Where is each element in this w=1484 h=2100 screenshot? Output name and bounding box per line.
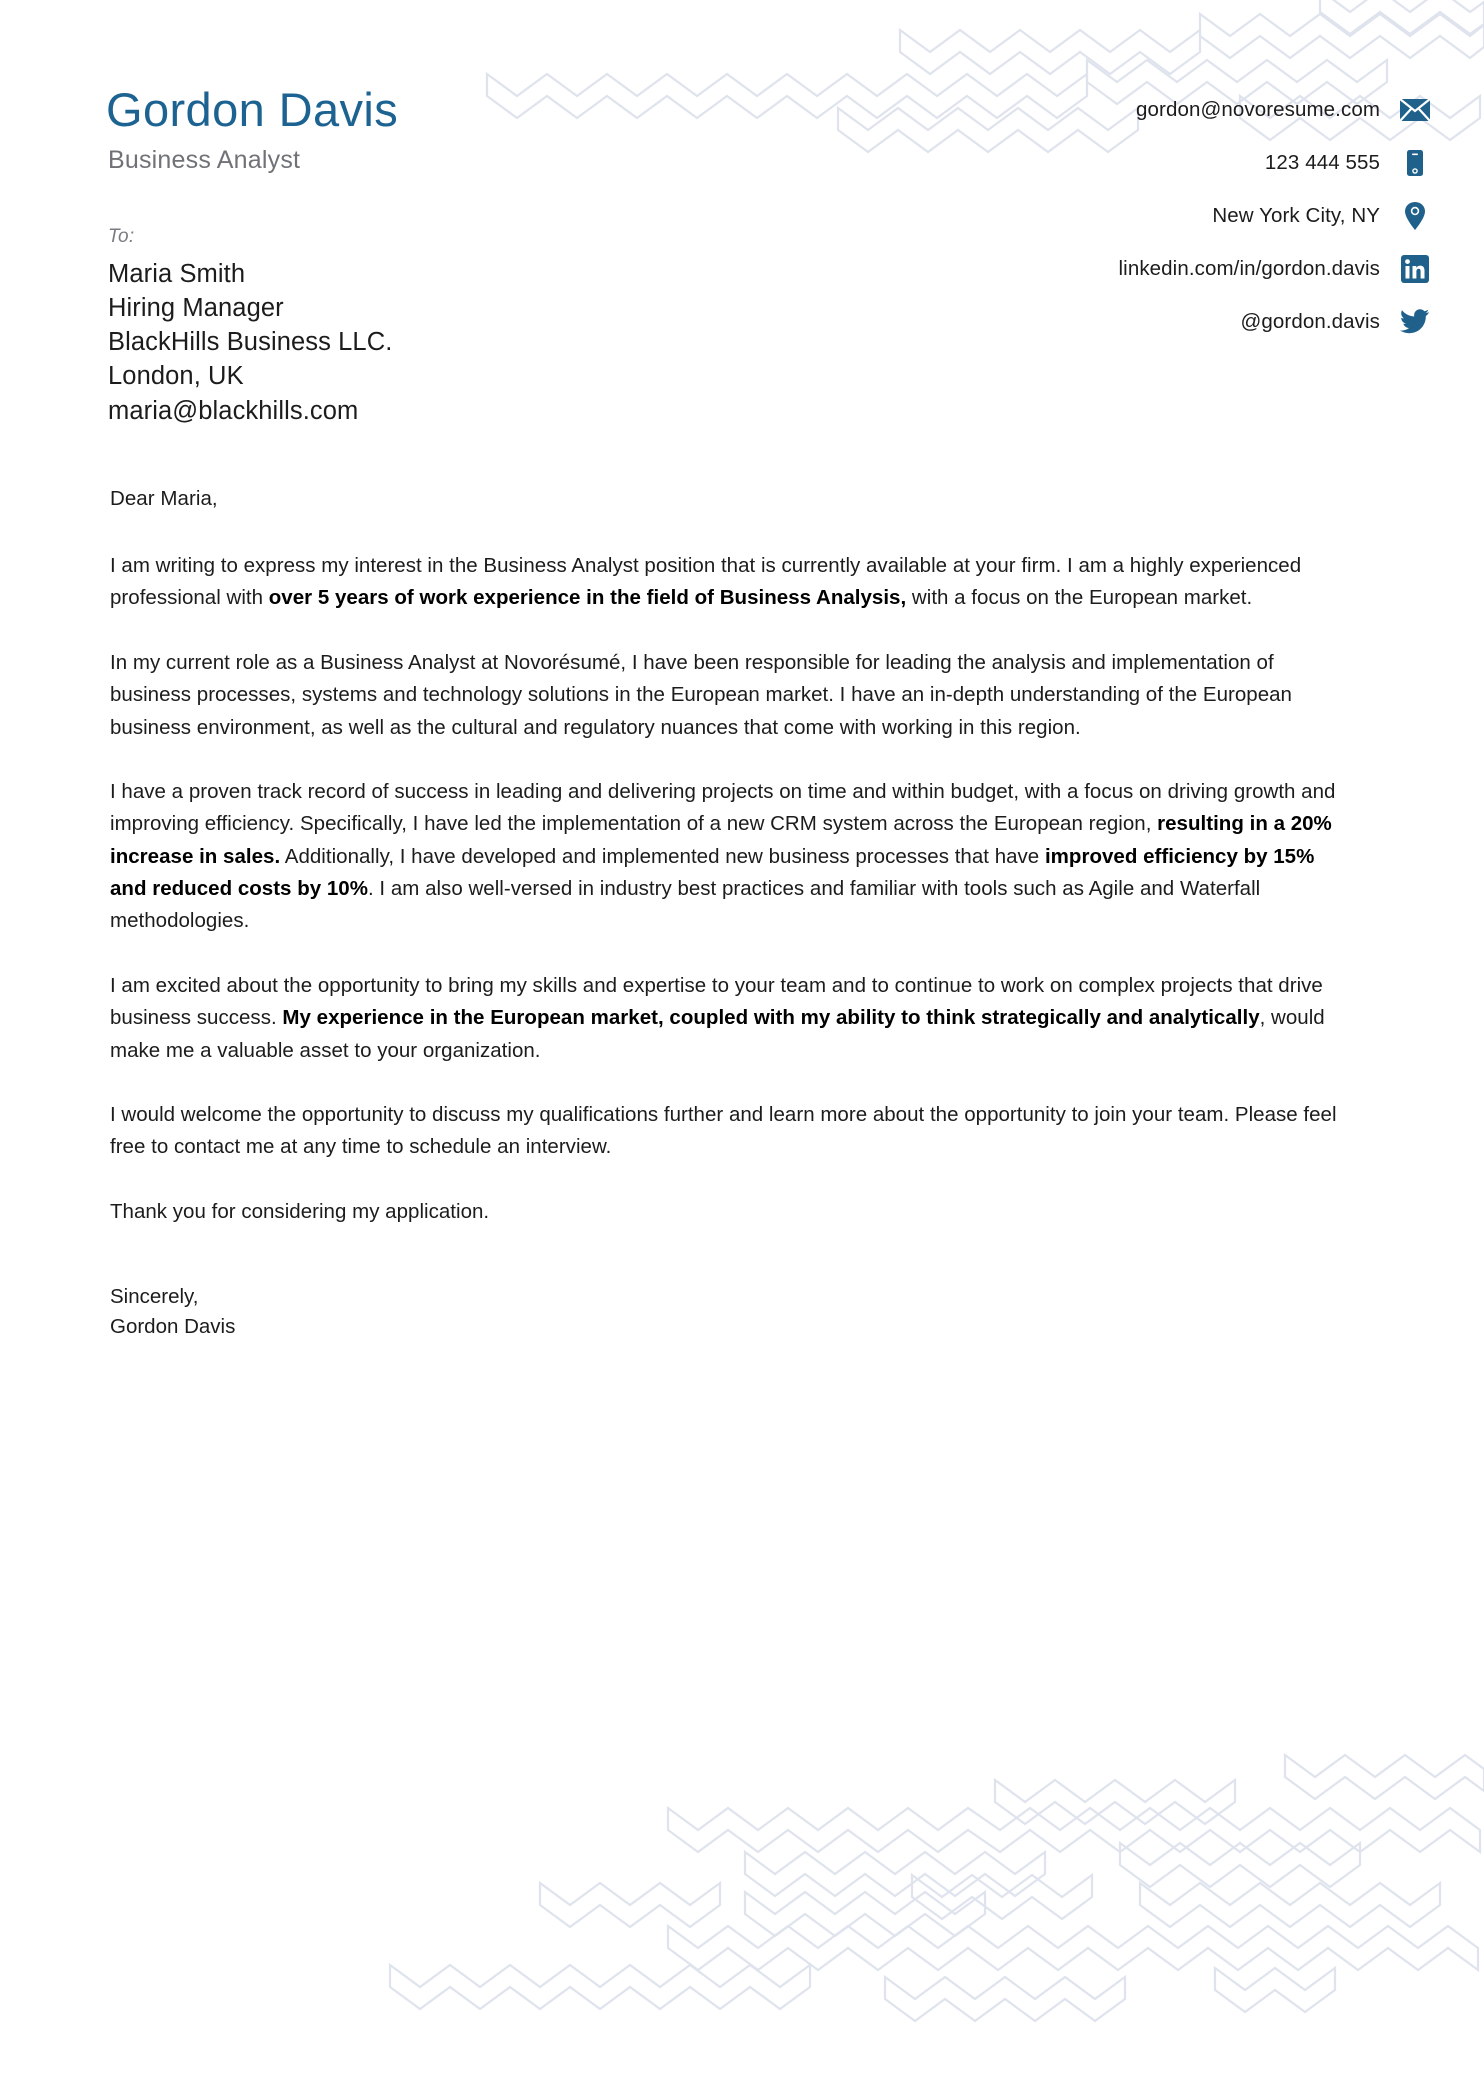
contact-email-value: gordon@novoresume.com [1136, 98, 1380, 121]
body-text: I am excited about the opportunity to bring my skills and expertise to your team and to continue to work on complex projects that drive business success. [110, 973, 1323, 1030]
contact-row-email [872, 87, 1432, 133]
job-title: Business Analyst [108, 146, 301, 174]
letter-paragraph [110, 776, 1350, 938]
recipient-company: BlackHills Business LLC. [108, 328, 393, 357]
salutation: Dear Maria, [110, 487, 218, 510]
contact-row-location [872, 193, 1432, 239]
contact-location-value: New York City, NY [1212, 204, 1380, 227]
contact-twitter-value: @gordon.davis [1240, 310, 1380, 333]
body-text: . I am also well-versed in industry best practices and familiar with tools such as Agile and Waterfall methodologies. [110, 877, 1261, 933]
letter-paragraph [110, 1099, 1350, 1164]
decorative-zigzag-bottom [0, 1700, 1484, 2100]
recipient-name: Maria Smith [108, 260, 246, 288]
contact-row-linkedin [872, 246, 1432, 292]
body-text: I would welcome the opportunity to discuss my qualifications further and learn more about the opportunity to join your team. Please feel free to contact me at any time to schedule an interview. [110, 1102, 1337, 1159]
body-text: with a focus on the European market. [906, 586, 1253, 610]
body-text: Additionally, I have developed and implemented new business processes that have [280, 844, 1045, 868]
recipient-city: London, UK [108, 362, 244, 391]
contact-linkedin-value: linkedin.com/in/gordon.davis [1118, 257, 1380, 280]
letter-paragraph [110, 647, 1350, 744]
emphasis-text: resulting in a 20% increase in sales. [110, 812, 1332, 868]
contact-phone-value: 123 444 555 [1264, 151, 1380, 174]
linkedin-icon [1398, 255, 1432, 283]
location-icon [1398, 201, 1432, 231]
recipient-email: maria@blackhills.com [108, 396, 359, 425]
contact-list [872, 87, 1432, 352]
letter-paragraphs [110, 550, 1350, 1228]
letter-paragraph [110, 550, 1350, 615]
body-text: I have a proven track record of success in leading and delivering projects on time and within budget, with a focus on driving growth and improving efficiency. Specifically, I have led the implementation of a new CRM system across the European region, [110, 779, 1336, 836]
emphasis-text: over 5 years of work experience in the field of Business Analysis, [268, 586, 907, 610]
emphasis-text: improved efficiency by 15% and reduced costs by 10% [110, 844, 1315, 900]
email-icon [1398, 98, 1432, 122]
body-text: In my current role as a Business Analyst at Novorésumé, I have been responsible for leading the analysis and implementation of business processes, systems and technology solutions in the European market. I have an in-depth understanding of the European business environment, as well as the cultural and regulatory nuances that come with working in this region. [110, 650, 1292, 739]
contact-row-twitter [872, 299, 1432, 345]
twitter-icon [1398, 309, 1432, 335]
letter-body [110, 487, 1350, 1341]
signature-name: Gordon Davis [110, 1314, 236, 1338]
letter-paragraph [110, 970, 1350, 1067]
emphasis-text: My experience in the European market, coupled with my ability to think strategically and analytically [282, 1006, 1260, 1030]
closing-line: Sincerely, [110, 1285, 199, 1308]
phone-icon [1398, 149, 1432, 177]
body-text: Thank you for considering my application. [110, 1199, 490, 1223]
body-text: , would make me a valuable asset to your organization. [110, 1006, 1325, 1062]
recipient-label: To: [108, 226, 135, 247]
recipient-role: Hiring Manager [108, 294, 284, 323]
signoff-block [110, 1282, 1350, 1341]
body-text: I am writing to express my interest in the Business Analyst position that is currently available at your firm. I am a highly experienced professional with [110, 554, 1302, 610]
recipient-block [108, 226, 392, 428]
contact-row-phone [872, 140, 1432, 186]
letter-paragraph [110, 1196, 1350, 1228]
page-title: Gordon Davis [106, 83, 399, 136]
